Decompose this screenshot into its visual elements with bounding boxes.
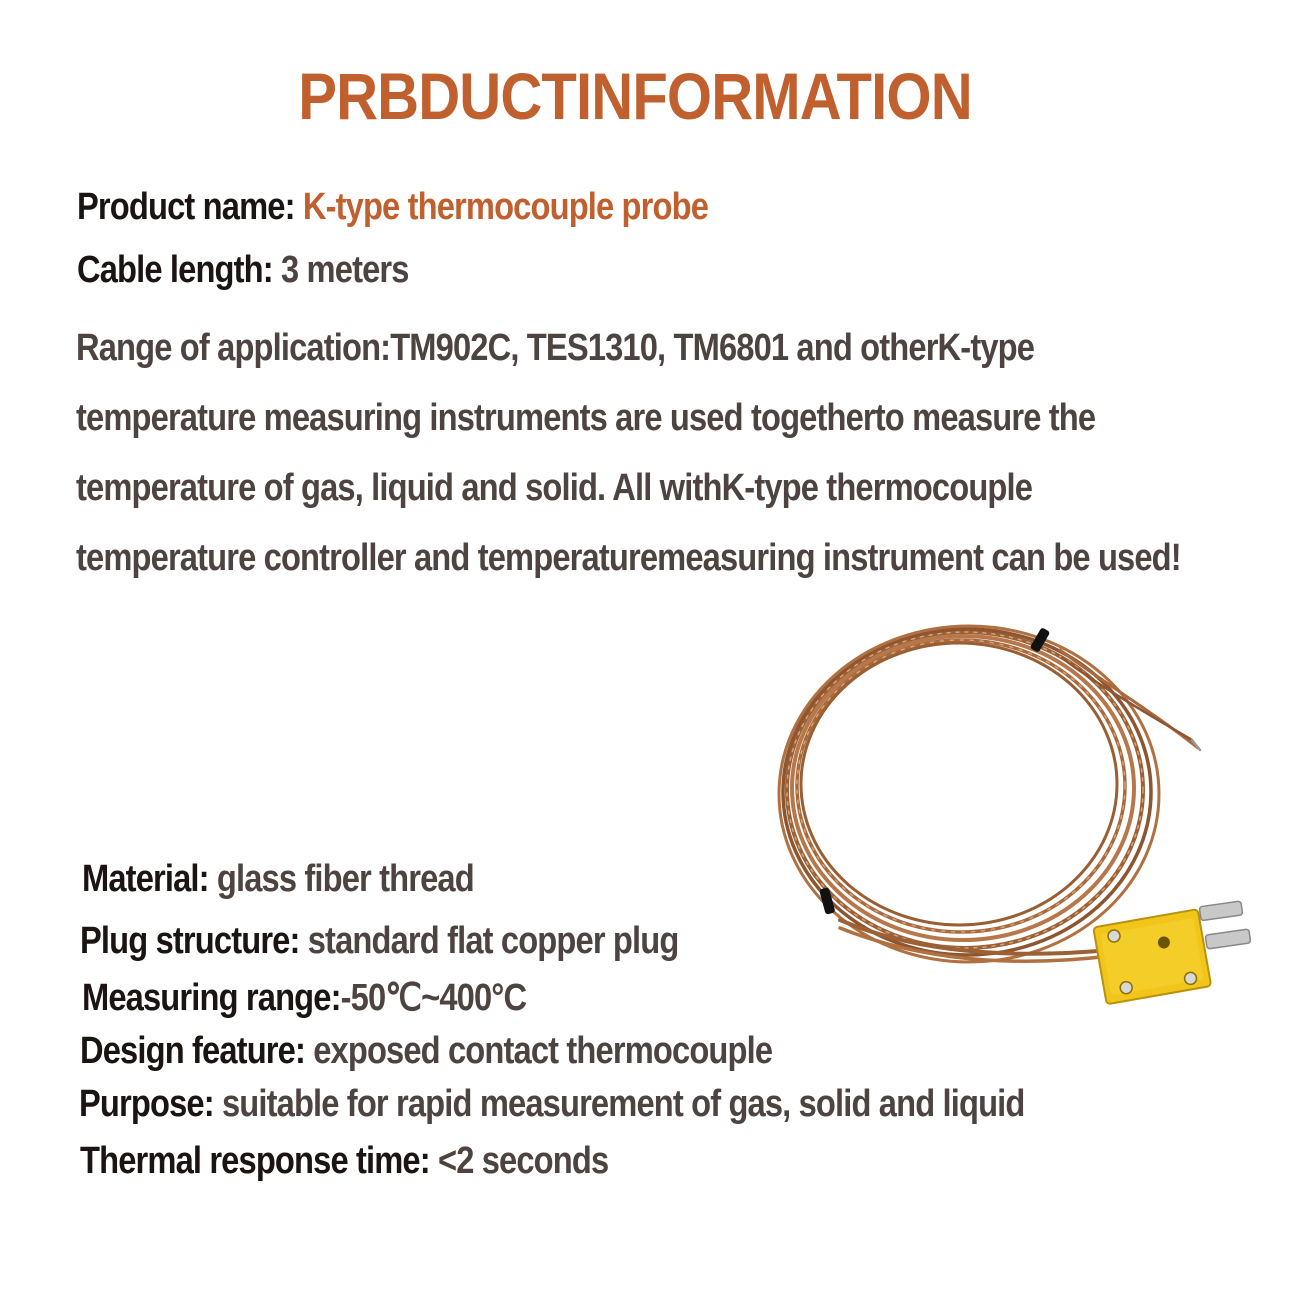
spec-product-name (77, 186, 708, 229)
spec-plug-structure (80, 920, 678, 963)
application-text: TM902C, TES1310, TM6801 and otherK-type temperature measuring instruments are used togetherto measure the temperature of gas, liquid and solid. All withK-type thermocouple temperature controller and temperaturemeasuring instrument can be used! (76, 327, 1181, 579)
page-title: PRBDUCTINFORMATION (298, 59, 972, 133)
spec-measuring-range (82, 975, 526, 1020)
spec-label: Material: (82, 858, 217, 900)
spec-value: exposed contact thermocouple (313, 1030, 773, 1072)
spec-value: K-type thermocouple probe (302, 186, 709, 228)
spec-label: Design feature: (80, 1030, 314, 1072)
spec-value: glass fiber thread (216, 858, 474, 900)
application-description (76, 313, 1203, 593)
application-label: Range of application: (76, 327, 391, 369)
spec-cable-length (77, 249, 409, 292)
spec-purpose (79, 1083, 1025, 1126)
spec-label: Measuring range: (82, 977, 341, 1019)
spec-value: -50℃~400°C (340, 977, 527, 1019)
spec-value: suitable for rapid measurement of gas, solid and liquid (221, 1083, 1025, 1125)
spec-design-feature (80, 1030, 772, 1073)
spec-value: <2 seconds (437, 1140, 609, 1182)
spec-label: Thermal response time: (80, 1140, 438, 1182)
spec-response-time (80, 1140, 608, 1183)
thermocouple-probe-icon (760, 600, 1270, 1030)
spec-value: 3 meters (281, 249, 409, 291)
spec-label: Product name: (77, 186, 303, 228)
spec-label: Purpose: (79, 1083, 222, 1125)
spec-material (82, 858, 474, 901)
spec-label: Cable length: (77, 249, 282, 291)
spec-label: Plug structure: (80, 920, 308, 962)
spec-value: standard flat copper plug (307, 920, 679, 962)
